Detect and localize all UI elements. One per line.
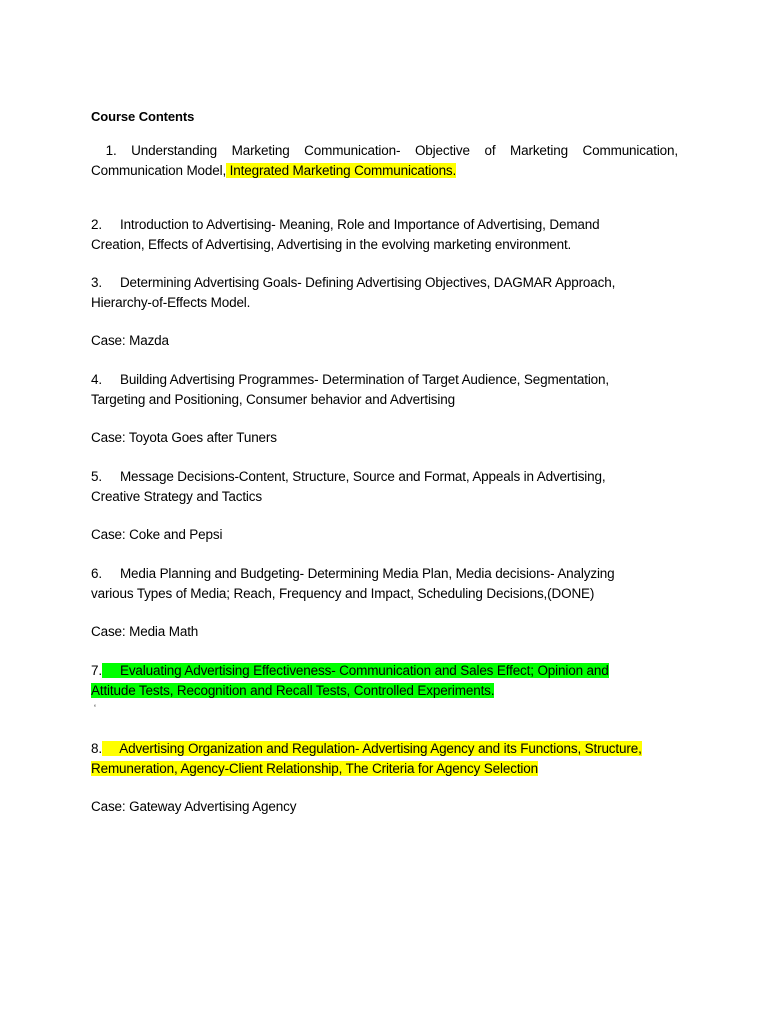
stray-mark: ‘: [94, 703, 96, 713]
item-7-line-2: [91, 681, 678, 701]
course-contents-heading: Course Contents: [91, 109, 195, 124]
item-1-highlight: Integrated Marketing Communications.: [226, 162, 457, 178]
case-mazda-text: Case: Mazda: [91, 333, 169, 348]
item-8-number: 8.: [91, 741, 102, 756]
item-4: [91, 370, 678, 409]
item-1-line-2: [91, 161, 678, 181]
case-toyota-text: Case: Toyota Goes after Tuners: [91, 430, 277, 445]
item-2: [91, 215, 678, 254]
case-toyota: [91, 428, 678, 448]
case-mazda: [91, 331, 678, 351]
item-3-line-2: Hierarchy-of-Effects Model.: [91, 294, 251, 310]
item-7: [91, 661, 678, 700]
item-5-line-2: Creative Strategy and Tactics: [91, 488, 262, 504]
case-coke-pepsi-text: Case: Coke and Pepsi: [91, 527, 223, 542]
item-3-line-1: 3. Determining Advertising Goals- Defining Advertising Objectives, DAGMAR Approach,: [91, 275, 616, 290]
item-4-line-1: 4. Building Advertising Programmes- Determination of Target Audience, Segmentation,: [91, 372, 609, 387]
item-8-line-2: [91, 759, 678, 779]
item-4-line-2: Targeting and Positioning, Consumer behavior and Advertising: [91, 391, 455, 407]
item-7-highlight-2: Attitude Tests, Recognition and Recall Tests, Controlled Experiments.: [91, 682, 495, 698]
case-gateway: [91, 797, 678, 817]
item-7-number: 7.: [91, 663, 102, 678]
item-1-line-1: [91, 141, 678, 161]
item-5: [91, 467, 678, 506]
item-6: [91, 564, 678, 603]
item-8-line-1: [91, 739, 678, 759]
item-5-line-1: 5. Message Decisions-Content, Structure, Source and Format, Appeals in Advertising,: [91, 469, 606, 484]
item-6-line-1: 6. Media Planning and Budgeting- Determining Media Plan, Media decisions- Analyzing: [91, 566, 615, 581]
item-3: [91, 273, 678, 312]
item-1-text-plain: Communication Model,: [91, 162, 227, 178]
item-8-highlight-1: Advertising Organization and Regulation- Advertising Agency and its Functions, Structure,: [101, 741, 642, 756]
item-7-line-1: [91, 661, 678, 681]
item-1: [91, 141, 678, 180]
item-8: [91, 739, 678, 778]
case-media-math: [91, 622, 678, 642]
case-gateway-text: Case: Gateway Advertising Agency: [91, 799, 297, 814]
case-media-math-text: Case: Media Math: [91, 624, 199, 639]
item-6-line-2: various Types of Media; Reach, Frequency and Impact, Scheduling Decisions,(DONE): [91, 585, 595, 601]
item-1-text: 1. Understanding Marketing Communication- Objective of Marketing Communication,: [105, 143, 678, 158]
item-7-highlight-1: Evaluating Advertising Effectiveness- Communication and Sales Effect; Opinion and: [101, 663, 609, 678]
item-8-highlight-2: Remuneration, Agency-Client Relationship, The Criteria for Agency Selection: [91, 760, 538, 776]
case-coke-pepsi: [91, 525, 678, 545]
item-2-line-1: 2. Introduction to Advertising- Meaning, Role and Importance of Advertising, Demand: [91, 217, 600, 232]
item-2-line-2: Creation, Effects of Advertising, Advertising in the evolving marketing environment.: [91, 236, 572, 252]
